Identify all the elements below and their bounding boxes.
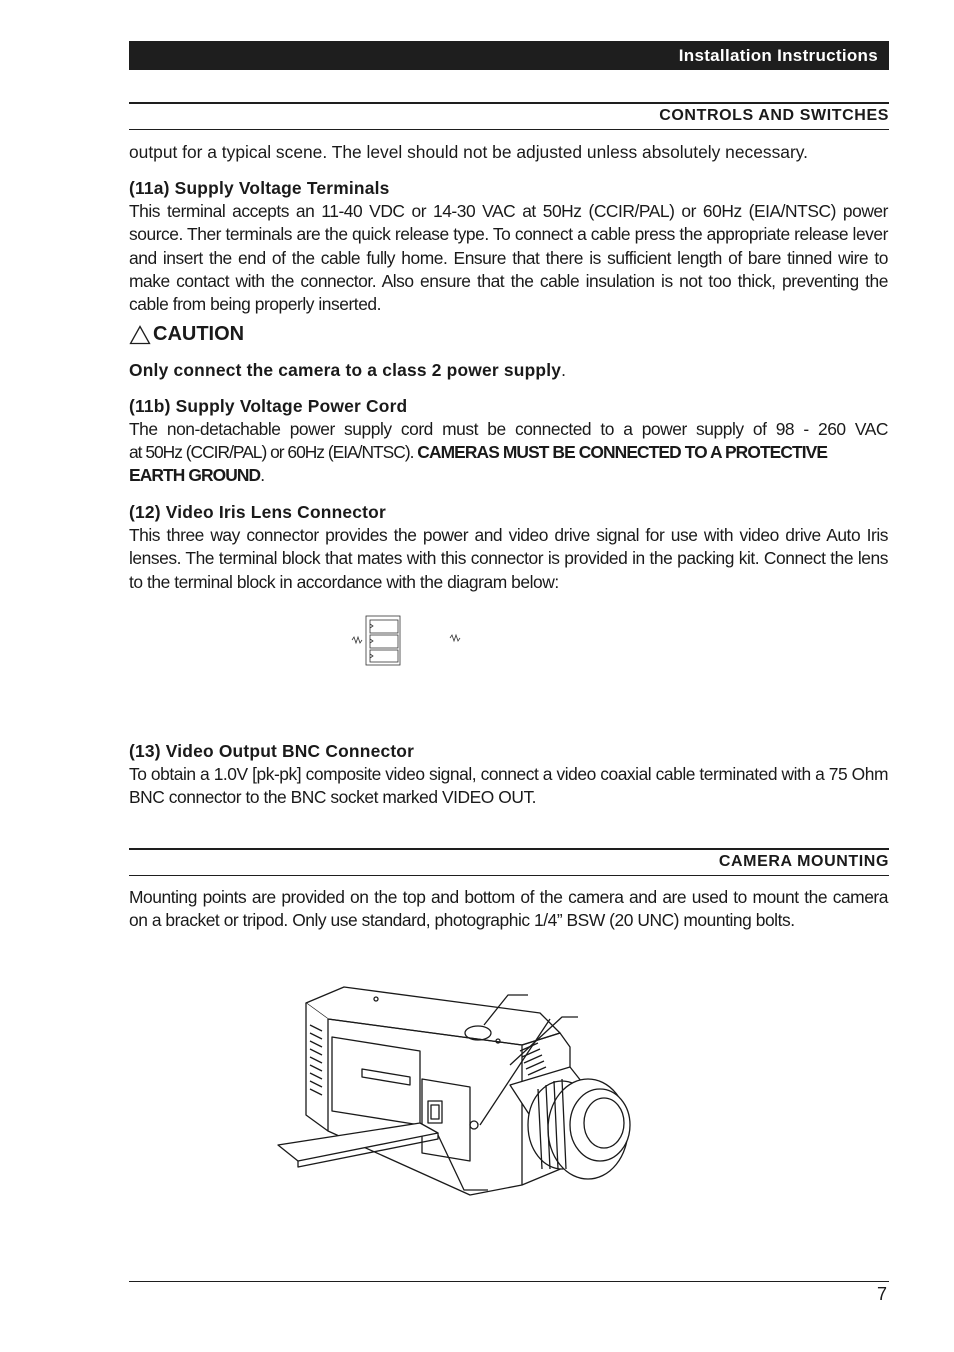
section-header-mounting (129, 848, 889, 876)
rear-connector (428, 1101, 442, 1123)
header-bar (129, 41, 889, 70)
body-13: To obtain a 1.0V [pk-pk] composite video signal, connect a video coaxial cable terminated with a 75 Ohm BNC connector to the BNC socket marked VIDEO OUT. (129, 764, 888, 808)
diagram-label-left (352, 637, 362, 643)
heading-12: (12) Video Iris Lens Connector (129, 502, 386, 522)
body-11a: This terminal accepts an 11-40 VDC or 14-30 VAC at 50Hz (CCIR/PAL) or 60Hz (EIA/NTSC) power source. Ther terminals are the quick release type. To connect a cable press the appropriate release lever and insert the end of the cable fully home. Ensure that there is sufficient length of bare tinned wire to make contact with the connector. Also ensure that the cable insulation is not too thick, preventing the cable from being properly inserted. (129, 201, 888, 315)
page-number: 7 (876, 1284, 887, 1304)
body-11b-text: at 50Hz (CCIR/PAL) or 60Hz (EIA/NTSC). (129, 442, 418, 462)
body-11b-line3 (129, 464, 888, 487)
section-label-mounting: CAMERA MOUNTING (718, 853, 889, 870)
heading-13: (13) Video Output BNC Connector (129, 741, 415, 761)
section-header-controls (129, 102, 889, 130)
diagram-label-right (450, 635, 460, 641)
caution-text: Only connect the camera to a class 2 power supply (129, 360, 562, 380)
body-11b-period: . (260, 465, 266, 485)
terminal-pin-3 (370, 650, 398, 662)
header-title: Installation Instructions (678, 46, 878, 65)
side-mounting-screw (470, 1121, 478, 1129)
caution-title (129, 323, 244, 346)
body-11b-warning-1: CAMERAS MUST BE CONNECTED TO A PROTECTIVE (417, 442, 828, 462)
section-label-controls: CONTROLS AND SWITCHES (659, 107, 889, 124)
caution-line (129, 359, 888, 382)
body-12: This three way connector provides the power and video drive signal for use with video drive Auto Iris lenses. The terminal block that mates with this connector is provided in the packing kit. Connect the lens to the terminal block in accordance with the diagram below: (129, 525, 888, 592)
heading-11b: (11b) Supply Voltage Power Cord (129, 396, 408, 416)
intro-continuation: output for a typical scene. The level should not be adjusted unless absolutely necessary. (129, 142, 808, 162)
footer-rule (129, 1281, 889, 1282)
camera-illustration (270, 985, 650, 1205)
iris-connector-diagram (340, 612, 480, 672)
caution-period: . (561, 360, 566, 380)
lens-glass (570, 1089, 630, 1161)
pointer-bottom (438, 1135, 488, 1190)
body-11b-warning-2: EARTH GROUND (129, 465, 261, 485)
warning-triangle-icon (129, 325, 151, 345)
terminal-pin-1 (370, 620, 398, 633)
caution-label: CAUTION (153, 323, 245, 345)
mounting-text: Mounting points are provided on the top and bottom of the camera and are used to mount the camera on a bracket or tripod. Only use standard, photographic 1/4” BSW (20 UNC) mounting bolts. (129, 887, 888, 931)
body-11b-line2 (129, 441, 888, 464)
terminal-pin-2 (370, 635, 398, 648)
body-11b-line1: The non-detachable power supply cord must be connected to a power supply of 98 - 260 VAC (129, 419, 888, 439)
heading-11a: (11a) Supply Voltage Terminals (129, 178, 390, 198)
